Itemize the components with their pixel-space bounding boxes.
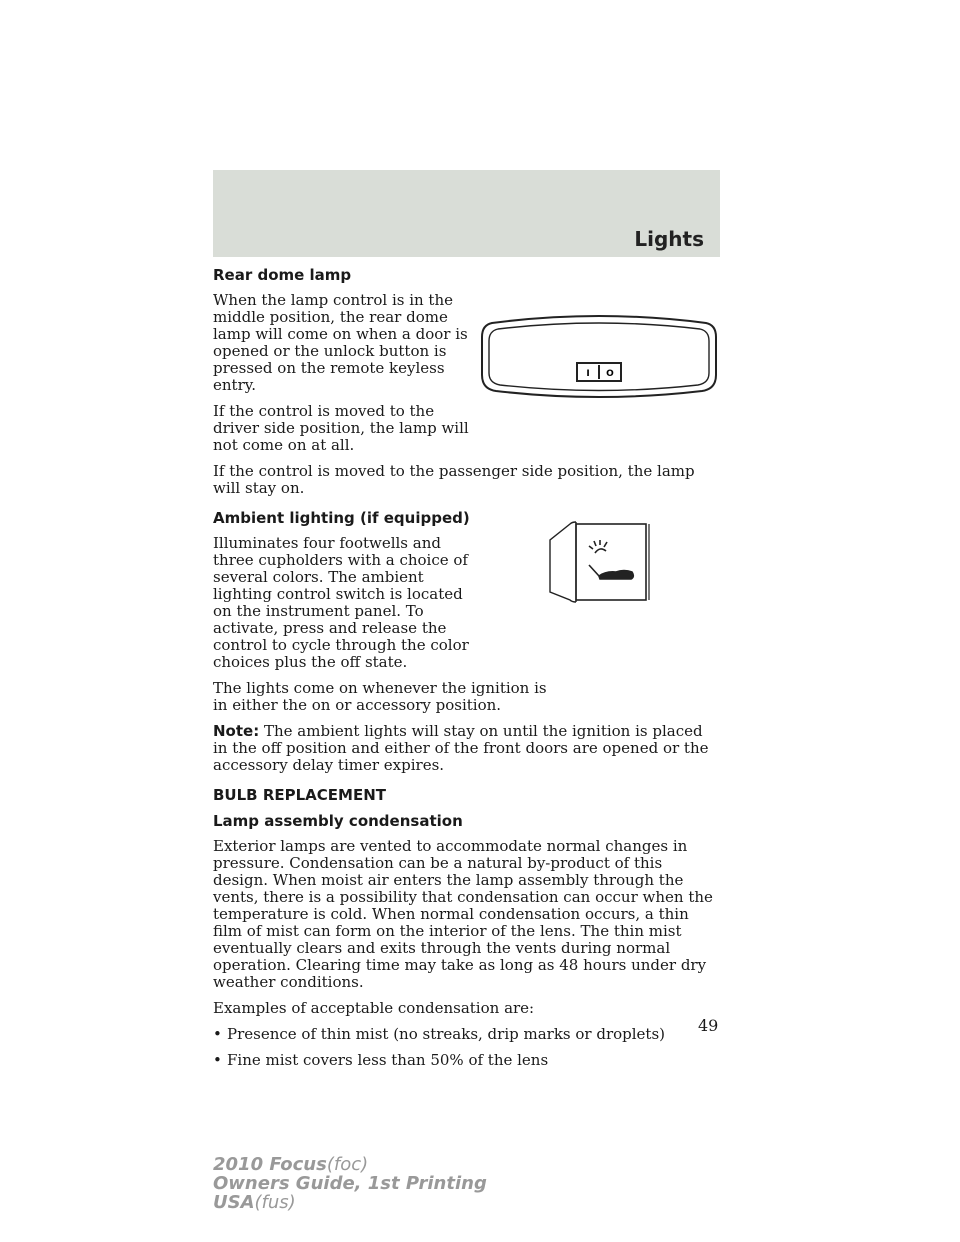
ambient-lighting-switch-illustration: [548, 520, 652, 604]
rear-dome-paragraph-1: When the lamp control is in the middle position, the rear dome lamp will come on when a door is opened or the unlock button is pressed on the remote keyless entry.: [213, 291, 468, 394]
rear-dome-lamp-illustration: [478, 313, 720, 403]
footwell-light-icon: [589, 540, 633, 579]
note-text: The ambient lights will stay on until the ignition is placed in the off position and either of the front doors are opened or the accessory delay timer expires.: [213, 722, 709, 774]
footer-model: 2010 Focus: [213, 1154, 327, 1175]
switch-mark-right: O: [606, 369, 614, 379]
rear-dome-paragraph-3: If the control is moved to the passenger side position, the lamp will stay on.: [213, 462, 695, 497]
ambient-paragraph-1: Illuminates four footwells and three cupholders with a choice of several colors. The ambient lighting control switch is located on the instrument panel. To activate, press and release the control to cycle through the color choices plus the off state.: [213, 534, 469, 671]
footer-market: USA: [213, 1192, 255, 1213]
heading-ambient-lighting: Ambient lighting (if equipped): [213, 509, 470, 527]
bullet-dot: •: [213, 1051, 222, 1069]
section-header-band: [213, 170, 720, 257]
rear-dome-paragraph-2: If the control is moved to the driver side position, the lamp will not come on at all.: [213, 402, 469, 454]
condensation-examples-intro: Examples of acceptable condensation are:: [213, 999, 535, 1017]
footer-market-code: (fus): [254, 1192, 296, 1213]
condensation-paragraph: Exterior lamps are vented to accommodate normal changes in pressure. Condensation can be a natural by-product of this design. When moist air enters the lamp assembly through the vents, there is a possibility that condensation can occur when the temperature is cold. When normal condensation occurs, a thin film of mist can form on the interior of the lens. The thin mist eventually clears and exits through the vents during normal operation. Clearing time may take as long as 48 hours under dry weather conditions.: [213, 837, 713, 991]
ambient-note: [213, 723, 720, 774]
footer-guide: Owners Guide, 1st Printing: [213, 1173, 487, 1194]
switch-mark-left: I: [586, 369, 590, 379]
bullet-item: [213, 1026, 720, 1043]
page-number: 49: [698, 1016, 719, 1035]
heading-bulb-replacement: BULB REPLACEMENT: [213, 786, 386, 804]
bullet-dot: •: [213, 1025, 222, 1043]
heading-rear-dome-lamp: Rear dome lamp: [213, 266, 352, 284]
section-title: Lights: [634, 227, 704, 251]
note-label: Note:: [213, 722, 260, 740]
bullet-item: [213, 1052, 720, 1069]
footer-model-code: (foc): [326, 1154, 369, 1175]
heading-lamp-assembly-condensation: Lamp assembly condensation: [213, 812, 463, 830]
bullet-text: Fine mist covers less than 50% of the lens: [227, 1051, 549, 1069]
footer-print-info: [213, 1155, 487, 1212]
bullet-text: Presence of thin mist (no streaks, drip marks or droplets): [227, 1025, 666, 1043]
ambient-paragraph-2: The lights come on whenever the ignition is in either the on or accessory position.: [213, 679, 547, 714]
